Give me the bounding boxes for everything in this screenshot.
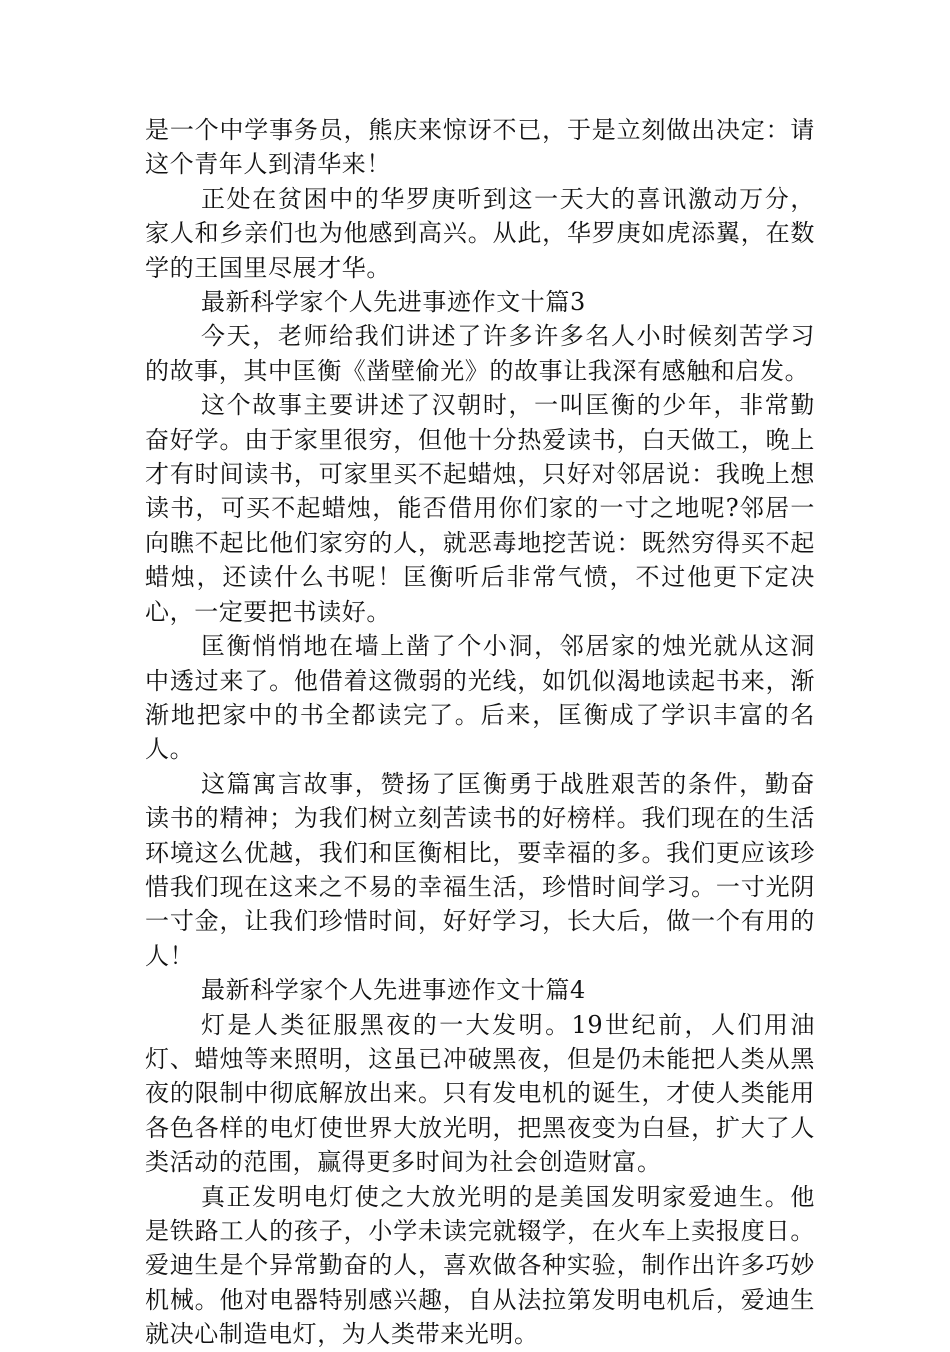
document-body bbox=[145, 113, 815, 1352]
paragraph: 灯是人类征服黑夜的一大发明。19世纪前，人们用油灯、蜡烛等来照明，这虽已冲破黑夜，但是仍未能把人类从黑夜的限制中彻底解放出来。只有发电机的诞生，才使人类能用各色各样的电灯使世界大放光明，把黑夜变为白昼，扩大了人类活动的范围，赢得更多时间为社会创造财富。 bbox=[145, 1010, 815, 1177]
paragraph: 是一个中学事务员，熊庆来惊讶不已，于是立刻做出决定：请这个青年人到清华来！ bbox=[145, 116, 815, 179]
paragraph: 匡衡悄悄地在墙上凿了个小洞，邻居家的烛光就从这洞中透过来了。他借着这微弱的光线，如饥似渴地读起书来，渐渐地把家中的书全都读完了。后来，匡衡成了学识丰富的名人。 bbox=[145, 632, 815, 764]
paragraph: 这篇寓言故事，赞扬了匡衡勇于战胜艰苦的条件，勤奋读书的精神；为我们树立刻苦读书的好榜样。我们现在的生活环境这么优越，我们和匡衡相比，要幸福的多。我们更应该珍惜我们现在这来之不易的幸福生活，珍惜时间学习。一寸光阴一寸金，让我们珍惜时间，好好学习，长大后，做一个有用的人！ bbox=[145, 769, 815, 970]
paragraph: 正处在贫困中的华罗庚听到这一天大的喜讯激动万分，家人和乡亲们也为他感到高兴。从此，华罗庚如虎添翼，在数学的王国里尽展才华。 bbox=[145, 184, 815, 282]
paragraph: 这个故事主要讲述了汉朝时，一叫匡衡的少年，非常勤奋好学。由于家里很穷，但他十分热爱读书，白天做工，晚上才有时间读书，可家里买不起蜡烛，只好对邻居说：我晚上想读书，可买不起蜡烛，能否借用你们家的一寸之地呢?邻居一向瞧不起比他们家穷的人，就恶毒地挖苦说：既然穷得买不起蜡烛，还读什么书呢！匡衡听后非常气愤，不过他更下定决心，一定要把书读好。 bbox=[145, 391, 815, 626]
section-heading: 最新科学家个人先进事迹作文十篇4 bbox=[201, 976, 586, 1005]
section-heading: 最新科学家个人先进事迹作文十篇3 bbox=[201, 288, 586, 317]
paragraph: 真正发明电灯使之大放光明的是美国发明家爱迪生。他是铁路工人的孩子，小学未读完就辍学，在火车上卖报度日。爱迪生是个异常勤奋的人，喜欢做各种实验，制作出许多巧妙机械。他对电器特别感兴趣，自从法拉第发明电机后，爱迪生就决心制造电灯，为人类带来光明。 bbox=[145, 1182, 815, 1349]
paragraph: 今天，老师给我们讲述了许多许多名人小时候刻苦学习的故事，其中匡衡《凿壁偷光》的故事让我深有感触和启发。 bbox=[145, 322, 815, 385]
